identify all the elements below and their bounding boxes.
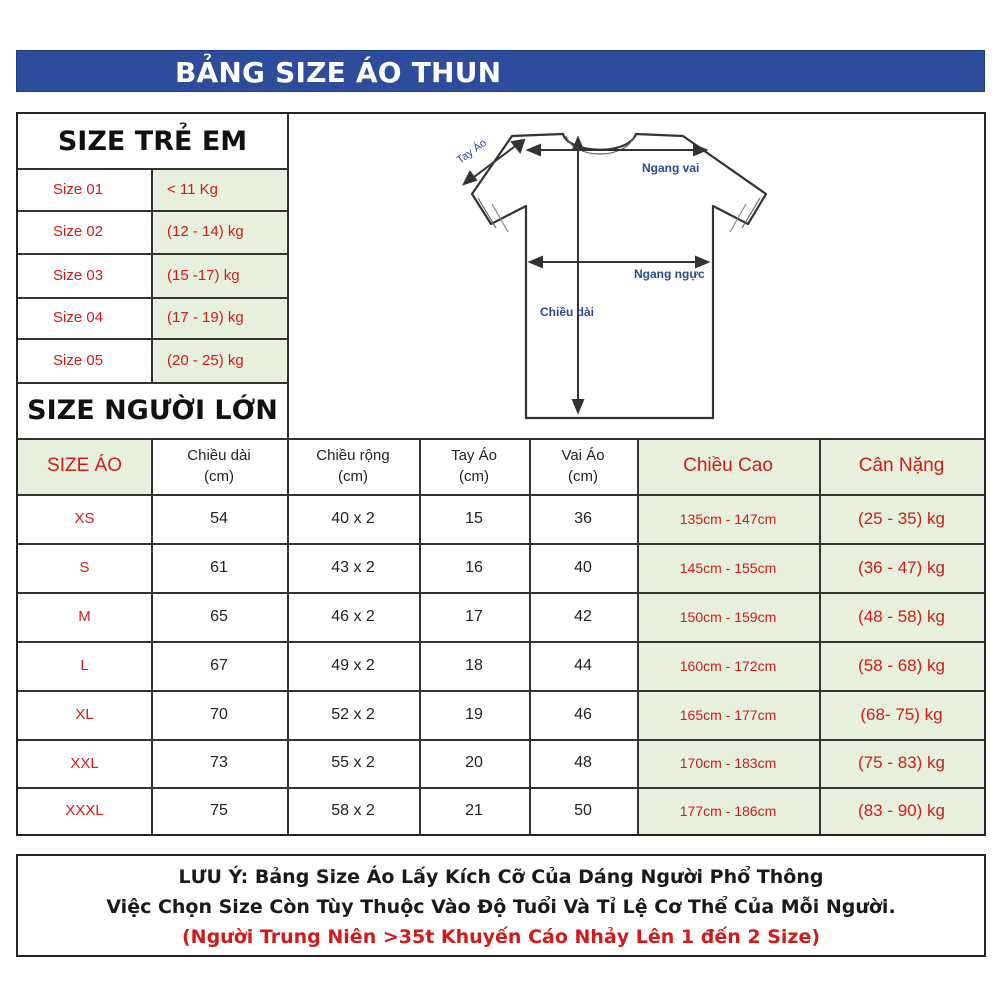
cell-height: 160cm - 172cm <box>637 641 819 690</box>
cell-width: 40 x 2 <box>331 509 375 527</box>
cell-shoulder: 40 <box>574 558 592 576</box>
header-height: Chiều Cao <box>637 438 819 494</box>
kids-row-divider <box>18 338 288 340</box>
cell-weight: (83 - 90) kg <box>819 787 984 834</box>
kids-row-divider <box>18 210 288 212</box>
label-ngang-nguc: Ngang ngực <box>634 267 705 281</box>
adult-col-divider <box>819 438 821 834</box>
header-width-unit: (cm) <box>338 468 368 485</box>
cell-size: M <box>78 608 91 625</box>
cell-size: L <box>80 657 89 674</box>
cell-height: 177cm - 186cm <box>637 787 819 834</box>
cell-weight: (36 - 47) kg <box>819 543 984 592</box>
cell-shoulder: 44 <box>574 656 592 674</box>
adult-top-divider <box>18 438 984 440</box>
cell-length: 75 <box>210 801 228 819</box>
cell-width: 49 x 2 <box>331 656 375 674</box>
cell-height: 150cm - 159cm <box>637 592 819 641</box>
tshirt-outline <box>472 134 766 418</box>
adult-row-divider <box>18 690 984 692</box>
adult-col-divider <box>637 438 639 834</box>
cell-length: 61 <box>210 558 228 576</box>
cell-sleeve: 18 <box>465 656 483 674</box>
kids-weight-value: < 11 Kg <box>151 168 287 210</box>
header-weight: Cân Nặng <box>819 438 984 494</box>
kids-weight-value: (20 - 25) kg <box>151 338 287 382</box>
cell-shoulder: 50 <box>574 801 592 819</box>
cell-shoulder: 46 <box>574 705 592 723</box>
cell-length: 67 <box>210 656 228 674</box>
cell-width: 46 x 2 <box>331 607 375 625</box>
cell-size: XS <box>74 510 95 527</box>
cell-weight: (75 - 83) kg <box>819 739 984 787</box>
adult-row-divider <box>18 787 984 789</box>
cell-shoulder: 48 <box>574 754 592 771</box>
cell-size: XXXL <box>65 802 104 819</box>
adult-row-divider <box>18 543 984 545</box>
adult-heading: SIZE NGƯỜI LỚN <box>27 394 278 426</box>
adult-col-divider <box>287 438 289 834</box>
kids-weight-value: (15 -17) kg <box>151 253 287 297</box>
cell-weight: (48 - 58) kg <box>819 592 984 641</box>
tshirt-diagram <box>288 114 984 438</box>
note-line-3: (Người Trung Niên >35t Khuyến Cáo Nhảy Lên 1 đến 2 Size) <box>181 926 821 948</box>
cell-sleeve: 20 <box>465 754 483 771</box>
cell-sleeve: 15 <box>465 509 483 527</box>
cell-length: 54 <box>210 509 228 527</box>
kids-heading: SIZE TRẺ EM <box>57 125 248 157</box>
cell-length: 70 <box>210 705 228 723</box>
kids-row-divider <box>18 168 288 170</box>
note-line-1: LƯU Ý: Bảng Size Áo Lấy Kích Cỡ Của Dáng Người Phổ Thông <box>178 866 824 888</box>
cell-length: 65 <box>210 607 228 625</box>
adult-col-divider <box>419 438 421 834</box>
kids-row-divider <box>18 297 288 299</box>
kids-size-label: Size 02 <box>53 223 104 240</box>
cell-weight: (25 - 35) kg <box>819 494 984 543</box>
cell-length: 73 <box>210 754 228 771</box>
label-tay-ao: Tay Áo <box>454 136 489 167</box>
header-shoulder-label: Vai Áo <box>561 447 605 464</box>
header-width <box>287 438 419 494</box>
cell-sleeve: 17 <box>465 607 483 625</box>
adult-row-divider <box>18 641 984 643</box>
page-title: BẢNG SIZE ÁO THUN <box>175 56 502 89</box>
title-banner <box>16 50 985 92</box>
adult-row-divider <box>18 592 984 594</box>
cell-height: 135cm - 147cm <box>637 494 819 543</box>
kids-size-label: Size 04 <box>53 309 104 326</box>
note-line-2: Việc Chọn Size Còn Tùy Thuộc Vào Độ Tuổi Và Tỉ Lệ Cơ Thể Của Mỗi Người. <box>106 896 896 918</box>
cell-width: 58 x 2 <box>331 801 375 819</box>
size-table-frame <box>16 112 986 836</box>
cell-shoulder: 42 <box>574 607 592 625</box>
header-width-label: Chiều rộng <box>316 447 390 464</box>
label-chieu-dai: Chiều dài <box>540 305 595 319</box>
cell-height: 165cm - 177cm <box>637 690 819 739</box>
cell-sleeve: 21 <box>465 801 483 819</box>
kids-weight-value: (17 - 19) kg <box>151 297 287 338</box>
cell-weight: (58 - 68) kg <box>819 641 984 690</box>
header-shoulder <box>529 438 637 494</box>
cell-width: 52 x 2 <box>331 705 375 723</box>
kids-size-label: Size 03 <box>53 266 104 284</box>
cell-width: 43 x 2 <box>331 558 375 576</box>
header-shoulder-unit: (cm) <box>568 468 598 485</box>
divider-kids-bottom <box>18 382 288 384</box>
cell-size: XXL <box>70 754 99 772</box>
header-sleeve-unit: (cm) <box>459 468 489 485</box>
kids-size-label: Size 01 <box>53 180 104 198</box>
header-size: SIZE ÁO <box>18 438 151 494</box>
header-sleeve <box>419 438 529 494</box>
kids-row-divider <box>18 253 288 255</box>
kids-size-label: Size 05 <box>53 351 104 369</box>
header-length-label: Chiều dài <box>187 447 251 464</box>
adult-row-divider <box>18 739 984 741</box>
cell-height: 145cm - 155cm <box>637 543 819 592</box>
header-length-unit: (cm) <box>204 468 234 485</box>
header-length <box>151 438 287 494</box>
cell-sleeve: 16 <box>465 558 483 576</box>
header-sleeve-label: Tay Áo <box>451 447 497 464</box>
cell-sleeve: 19 <box>465 705 483 723</box>
kids-col-divider <box>151 168 153 382</box>
cell-size: S <box>79 559 90 576</box>
note-box <box>16 854 986 957</box>
cell-height: 170cm - 183cm <box>637 739 819 787</box>
adult-col-divider <box>151 438 153 834</box>
kids-weight-value: (12 - 14) kg <box>151 210 287 253</box>
label-ngang-vai: Ngang vai <box>642 161 700 175</box>
cell-width: 55 x 2 <box>331 754 375 771</box>
adult-row-divider <box>18 494 984 496</box>
cell-weight: (68- 75) kg <box>819 690 984 739</box>
cell-size: XL <box>75 706 94 723</box>
adult-col-divider <box>529 438 531 834</box>
divider-vertical-top <box>287 114 289 438</box>
cell-shoulder: 36 <box>574 509 592 527</box>
